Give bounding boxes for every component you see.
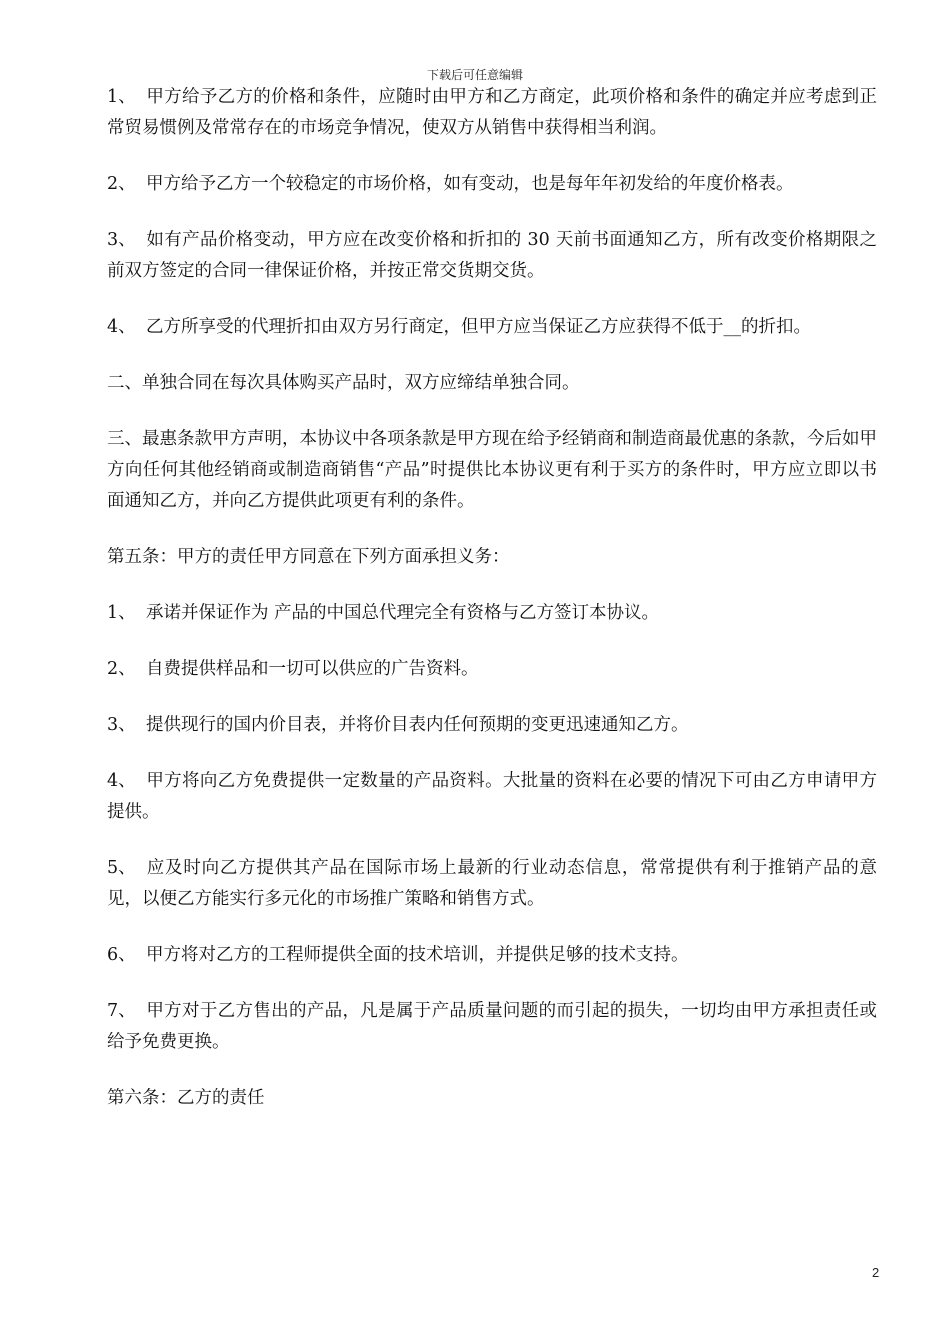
clause-paragraph	[107, 996, 877, 1058]
clause-text: 甲方对于乙方售出的产品，凡是属于产品质量问题的而引起的损失，一切均由甲方承担责任或给予免费更换。	[107, 1001, 877, 1052]
page-number: 2	[872, 1265, 880, 1280]
clause-text: 二、单独合同在每次具体购买产品时，双方应缔结单独合同。	[107, 373, 580, 393]
clause-number: 1、	[107, 603, 136, 623]
clause-number: 3、	[107, 230, 136, 250]
clause-text: 甲方将向乙方免费提供一定数量的产品资料。大批量的资料在必要的情况下可由乙方申请甲方提供。	[107, 771, 877, 822]
clause-paragraph	[107, 312, 877, 343]
clause-text: 第六条：乙方的责任	[107, 1088, 265, 1108]
clause-text: 甲方给予乙方一个较稳定的市场价格，如有变动，也是每年年初发给的年度价格表。	[146, 174, 794, 194]
clause-paragraph	[107, 710, 877, 741]
clause-text: 乙方所享受的代理折扣由双方另行商定，但甲方应当保证乙方应获得不低于__的折扣。	[146, 317, 811, 337]
clause-number: 2、	[107, 174, 136, 194]
clause-paragraph	[107, 169, 877, 200]
clause-paragraph	[107, 940, 877, 971]
document-body	[107, 82, 877, 1139]
clause-number: 4、	[107, 771, 136, 791]
page-header: 下载后可任意编辑	[426, 68, 523, 82]
clause-number: 1、	[107, 87, 136, 107]
article-heading	[107, 1083, 877, 1114]
clause-text: 提供现行的国内价目表，并将价目表内任何预期的变更迅速通知乙方。	[146, 715, 689, 735]
clause-paragraph	[107, 654, 877, 685]
clause-text: 三、最惠条款甲方声明，本协议中各项条款是甲方现在给予经销商和制造商最优惠的条款，今后如甲方向任何其他经销商或制造商销售“产品”时提供比本协议更有利于买方的条件时，甲方应立即以书面通知乙方，并向乙方提供此项更有利的条件。	[107, 429, 877, 511]
clause-number: 5、	[107, 858, 136, 878]
article-heading	[107, 542, 877, 573]
clause-paragraph	[107, 598, 877, 629]
clause-number: 7、	[107, 1001, 136, 1021]
clause-number: 3、	[107, 715, 136, 735]
clause-paragraph	[107, 766, 877, 828]
clause-text: 自费提供样品和一切可以供应的广告资料。	[146, 659, 479, 679]
clause-text: 应及时向乙方提供其产品在国际市场上最新的行业动态信息，常常提供有利于推销产品的意见，以便乙方能实行多元化的市场推广策略和销售方式。	[107, 858, 877, 909]
clause-text: 如有产品价格变动，甲方应在改变价格和折扣的 30 天前书面通知乙方，所有改变价格期限之前双方签定的合同一律保证价格，并按正常交货期交货。	[107, 230, 877, 281]
section-heading-paragraph	[107, 368, 877, 399]
section-heading-paragraph	[107, 424, 877, 517]
clause-paragraph	[107, 853, 877, 915]
clause-text: 甲方给予乙方的价格和条件，应随时由甲方和乙方商定，此项价格和条件的确定并应考虑到正常贸易惯例及常常存在的市场竞争情况，使双方从销售中获得相当利润。	[107, 87, 877, 138]
clause-number: 4、	[107, 317, 136, 337]
clause-number: 2、	[107, 659, 136, 679]
clause-paragraph	[107, 82, 877, 144]
clause-text: 甲方将对乙方的工程师提供全面的技术培训，并提供足够的技术支持。	[146, 945, 689, 965]
clause-paragraph	[107, 225, 877, 287]
clause-text: 承诺并保证作为 产品的中国总代理完全有资格与乙方签订本协议。	[146, 603, 660, 623]
clause-number: 6、	[107, 945, 136, 965]
clause-text: 第五条：甲方的责任甲方同意在下列方面承担义务：	[107, 547, 510, 567]
